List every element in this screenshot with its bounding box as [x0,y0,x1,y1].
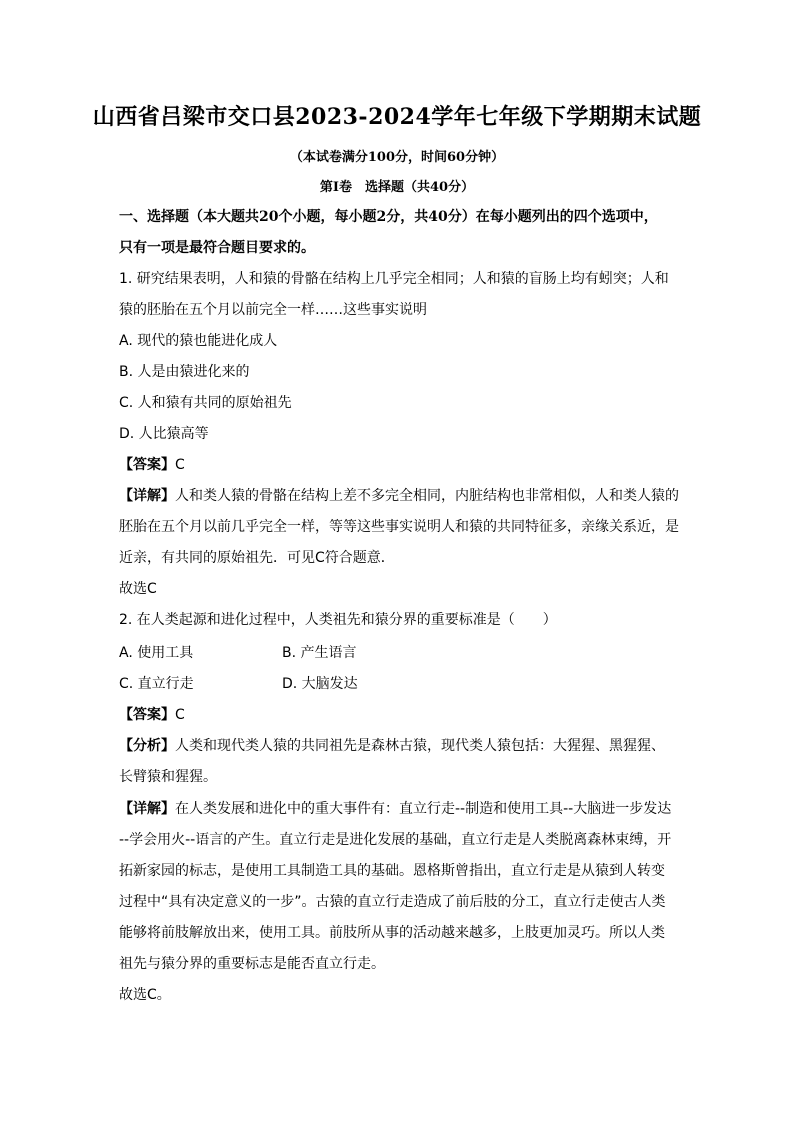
q1-answer-tag: 【答案】 [119,457,175,473]
q2-choice: 故选C。 [119,987,171,1003]
instructions-line-2: 只有一项是最符合题目要求的。 [119,240,315,256]
q2-option-b: B. 产生语言 [282,645,357,661]
q2-detail-line-2: --学会用火--语言的产生。直立行走是进化发展的基础，直立行走是人类脱离森林束缚，开 [119,832,672,848]
q1-stem-line-2: 猿的胚胎在五个月以前完全一样……这些事实说明 [119,302,427,318]
q2-stem: 2. 在人类起源和进化过程中，人类祖先和猿分界的重要标准是（ ） [119,612,557,628]
q2-detail-line-5: 能够将前肢解放出来，使用工具。前肢所从事的活动越来越多，上肢更加灵巧。所以人类 [119,925,665,941]
exam-subtitle: （本试卷满分100分，时间60分钟） [289,150,505,165]
q1-option-b: B. 人是由猿进化来的 [119,364,250,380]
q2-detail-line-6: 祖先与猿分界的重要标志是能否直立行走。 [119,956,385,972]
q2-answer [119,705,679,725]
q2-detail-line-1 [119,799,679,819]
q1-detail-line-1 [119,486,679,506]
q2-detail-line-4: 过程中“具有决定意义的一步”。古猿的直立行走造成了前后肢的分工，直立行走使古人类 [119,894,666,910]
q1-answer [119,455,679,475]
q2-detail-tag: 【详解】 [119,801,175,817]
q1-detail-line-2: 胚胎在五个月以前几乎完全一样，等等这些事实说明人和猿的共同特征多，亲缘关系近，是 [119,519,679,535]
q1-answer-value: C [175,457,185,473]
q1-option-a: A. 现代的猿也能进化成人 [119,333,278,349]
q1-detail-tag: 【详解】 [119,488,175,504]
q2-answer-value: C [175,707,185,723]
q2-option-c: C. 直立行走 [119,676,194,692]
q2-analysis-line-2: 长臂猿和猩猩。 [119,769,217,785]
q2-analysis-line-1 [119,736,679,756]
q1-choice: 故选C [119,581,157,597]
q2-analysis-tag: 【分析】 [119,738,175,754]
q2-answer-tag: 【答案】 [119,707,175,723]
q1-stem-line-1: 1. 研究结果表明，人和猿的骨骼在结构上几乎完全相同；人和猿的盲肠上均有蚓突；人和 [119,271,669,287]
q2-option-a: A. 使用工具 [119,645,194,661]
q1-detail-line-3: 近亲，有共同的原始祖先．可见C符合题意． [119,550,395,566]
q1-option-d: D. 人比猿高等 [119,426,209,442]
q2-options-row-2 [119,674,679,694]
q2-option-d: D. 大脑发达 [282,676,358,692]
q2-analysis-text-1: 人类和现代类人猿的共同祖先是森林古猿，现代类人猿包括：大猩猩、黑猩猩、 [175,738,665,754]
q2-options-row-1 [119,643,679,663]
q1-option-c: C. 人和猿有共同的原始祖先 [119,395,292,411]
exam-title: 山西省吕梁市交口县2023-2024学年七年级下学期期末试题 [92,104,702,130]
q2-detail-line-3: 拓新家园的标志，是使用工具制造工具的基础。恩格斯曾指出，直立行走是从猿到人转变 [119,863,665,879]
q2-detail-text-1: 在人类发展和进化中的重大事件有：直立行走--制造和使用工具--大脑进一步发达 [175,801,672,817]
q1-detail-text-1: 人和类人猿的骨骼在结构上差不多完全相同，内脏结构也非常相似，人和类人猿的 [175,488,679,504]
instructions-line-1: 一、选择题（本大题共20个小题，每小题2分，共40分）在每小题列出的四个选项中， [119,209,658,225]
section-title: 第Ⅰ卷 选择题（共40分） [319,180,475,195]
